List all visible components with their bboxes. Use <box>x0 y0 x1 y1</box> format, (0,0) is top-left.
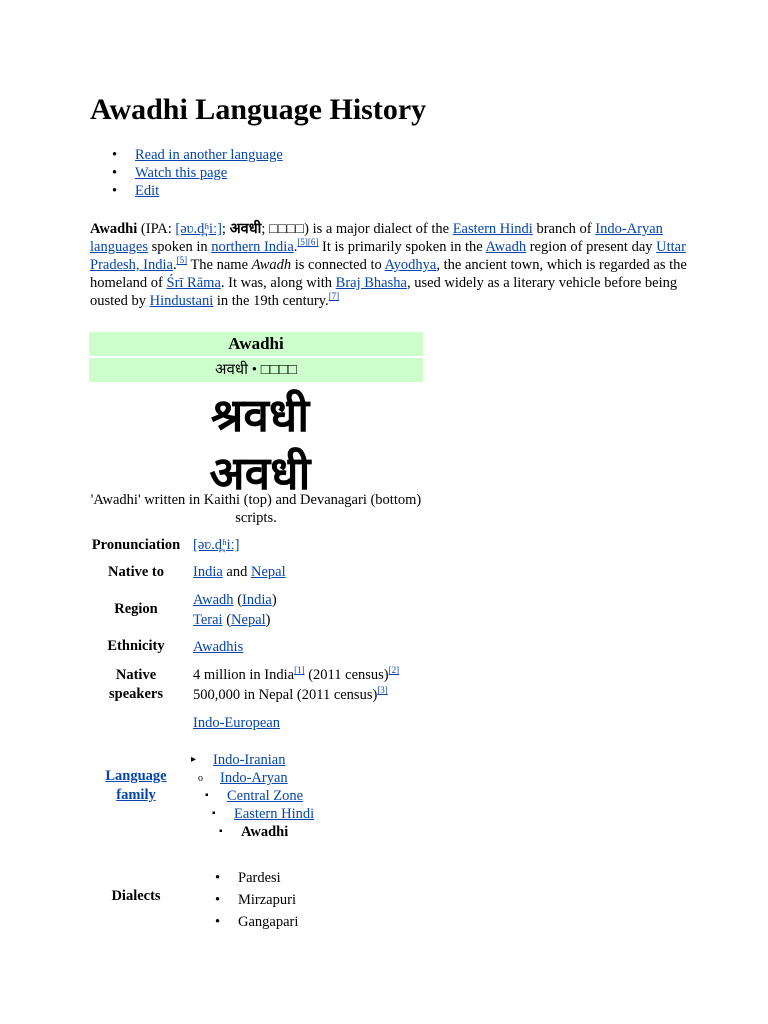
intro-text: (IPA: <box>137 221 176 237</box>
region-paren: ) <box>271 592 277 608</box>
dialect-item: • Gangapari <box>212 911 298 933</box>
region-label: Region <box>114 601 158 617</box>
citation-link[interactable]: [2] <box>388 665 400 676</box>
intro-text: . <box>172 257 177 273</box>
region-nepal-link[interactable]: Nepal <box>231 612 266 628</box>
native-speakers-label-line: Native <box>115 667 157 683</box>
native-to-and: and <box>222 564 251 580</box>
intro-text: in the 19th century. <box>213 293 329 309</box>
intro-text: is connected to <box>291 257 385 273</box>
language-family-link[interactable] <box>105 768 166 803</box>
read-in-another-language-link[interactable]: Read in another language <box>135 147 283 163</box>
indo-iranian-link[interactable]: Indo-Iranian <box>213 752 286 768</box>
script-image-caption: 'Awadhi' written in Kaithi (top) and Devanagari (bottom) scripts. <box>90 492 422 526</box>
region-paren: ( <box>233 592 243 608</box>
india-link[interactable]: India <box>193 564 223 580</box>
dialect-item: • Mirzapuri <box>212 889 298 911</box>
citation-link[interactable]: [5] <box>176 255 188 266</box>
indo-european-link[interactable]: Indo-European <box>193 715 280 731</box>
terai-region-link[interactable]: Terai <box>193 612 223 628</box>
language-family-label-line: Language <box>105 768 167 784</box>
intro-paragraph: Awadhi (IPA: [əʋ.d̪ʱiː]; अवधी; □□□□) is a major dialect of the Eastern Hindi branch of Indo-Aryan languages spoken in northern India.[5][6] It is primarily spoken in the Awadh region of present day Uttar Pradesh, India.[5] The name Awadh is connected to Ayodhya, the ancient town, which is regarded as the homeland of Śrī Rāma. It was, along with Braj Bhasha, used widely as a literary vehicle before being ousted by Hindustani in the 19th century.[7] <box>90 221 687 309</box>
awadhi-tree-label: Awadhi <box>241 824 289 840</box>
dialects-list <box>212 867 298 933</box>
speakers-census: (2011 census) <box>304 667 389 683</box>
action-item <box>90 182 283 200</box>
intro-text: , the ancient town, which is regarded as the homeland of <box>90 257 687 291</box>
dialects-label: Dialects <box>111 888 161 904</box>
page-actions <box>90 146 283 200</box>
edit-link[interactable]: Edit <box>135 183 160 199</box>
dialect-item: • Pardesi <box>212 867 298 889</box>
ayodhya-link[interactable]: Ayodhya <box>384 257 437 273</box>
indo-aryan-languages-link[interactable]: Indo-Aryan languages <box>90 221 663 255</box>
native-to-label: Native to <box>108 564 164 580</box>
central-zone-link[interactable]: Central Zone <box>227 788 304 804</box>
script-image <box>190 385 330 497</box>
northern-india-link[interactable]: northern India <box>211 239 294 255</box>
intro-text: . It was, along with <box>220 275 336 291</box>
citation-link[interactable]: [1] <box>294 665 305 676</box>
region-paren: ( <box>222 612 232 628</box>
native-speakers-label-line: speakers <box>109 686 163 702</box>
eastern-hindi-tree-link[interactable]: Eastern Hindi <box>234 806 315 822</box>
pronunciation-link[interactable]: [əʋ.d̪ʱiː] <box>193 537 240 553</box>
language-family-label-line: family <box>116 787 156 803</box>
intro-text: The name <box>187 257 252 273</box>
braj-bhasha-link[interactable]: Braj Bhasha <box>335 275 407 291</box>
watch-this-page-link[interactable]: Watch this page <box>135 165 228 181</box>
region-paren: ) <box>265 612 271 628</box>
intro-text: ) is a major dialect of the <box>304 221 453 237</box>
citation-link[interactable]: [5][6] <box>297 237 319 248</box>
devanagari-name: अवधी <box>229 221 262 237</box>
eastern-hindi-link[interactable]: Eastern Hindi <box>452 221 533 237</box>
citation-link[interactable]: [3] <box>377 685 388 696</box>
speakers-nepal: 500,000 in Nepal (2011 census) <box>193 687 378 703</box>
intro-text: It is primarily spoken in the <box>318 239 486 255</box>
awadh-region-link[interactable]: Awadh <box>193 592 234 608</box>
pronunciation-label: Pronunciation <box>91 537 181 553</box>
devanagari-script-text: अवधी <box>209 446 311 497</box>
lead-term: Awadhi <box>90 221 138 237</box>
awadh-term: Awadh <box>251 257 292 273</box>
hindustani-link[interactable]: Hindustani <box>149 293 214 309</box>
intro-text: ; <box>221 221 230 237</box>
intro-text: region of present day <box>526 239 657 255</box>
ethnicity-label: Ethnicity <box>107 638 165 654</box>
intro-text: spoken in <box>147 239 212 255</box>
uttar-pradesh-link[interactable]: Uttar Pradesh, India <box>90 239 686 273</box>
native-speakers-label <box>89 666 183 704</box>
intro-text: ; <box>261 221 270 237</box>
speakers-india: 4 million in India <box>193 667 295 683</box>
awadh-link[interactable]: Awadh <box>485 239 527 255</box>
action-item <box>90 164 283 182</box>
page-title: Awadhi Language History <box>90 93 427 126</box>
action-item <box>90 146 283 164</box>
ipa-link[interactable]: [əʋ.d̪ʱiː] <box>175 221 222 237</box>
region-india-link[interactable]: India <box>242 592 272 608</box>
indo-aryan-link[interactable]: Indo-Aryan <box>220 770 288 786</box>
nepal-link[interactable]: Nepal <box>250 564 286 580</box>
intro-text: , used widely as a literary vehicle before being ousted by <box>90 275 678 309</box>
infobox-native-names: अवधी • □□□□ <box>89 358 423 382</box>
awadhis-link[interactable]: Awadhis <box>193 639 244 655</box>
infobox-title: Awadhi <box>89 332 423 356</box>
kaithi-name: □□□□ <box>269 221 305 237</box>
sri-rama-link[interactable]: Śrī Rāma <box>166 275 221 291</box>
citation-link[interactable]: [7] <box>328 291 340 302</box>
kaithi-script-text: श्रवधी <box>210 388 310 442</box>
intro-text: branch of <box>532 221 596 237</box>
language-family-label[interactable] <box>89 767 183 805</box>
